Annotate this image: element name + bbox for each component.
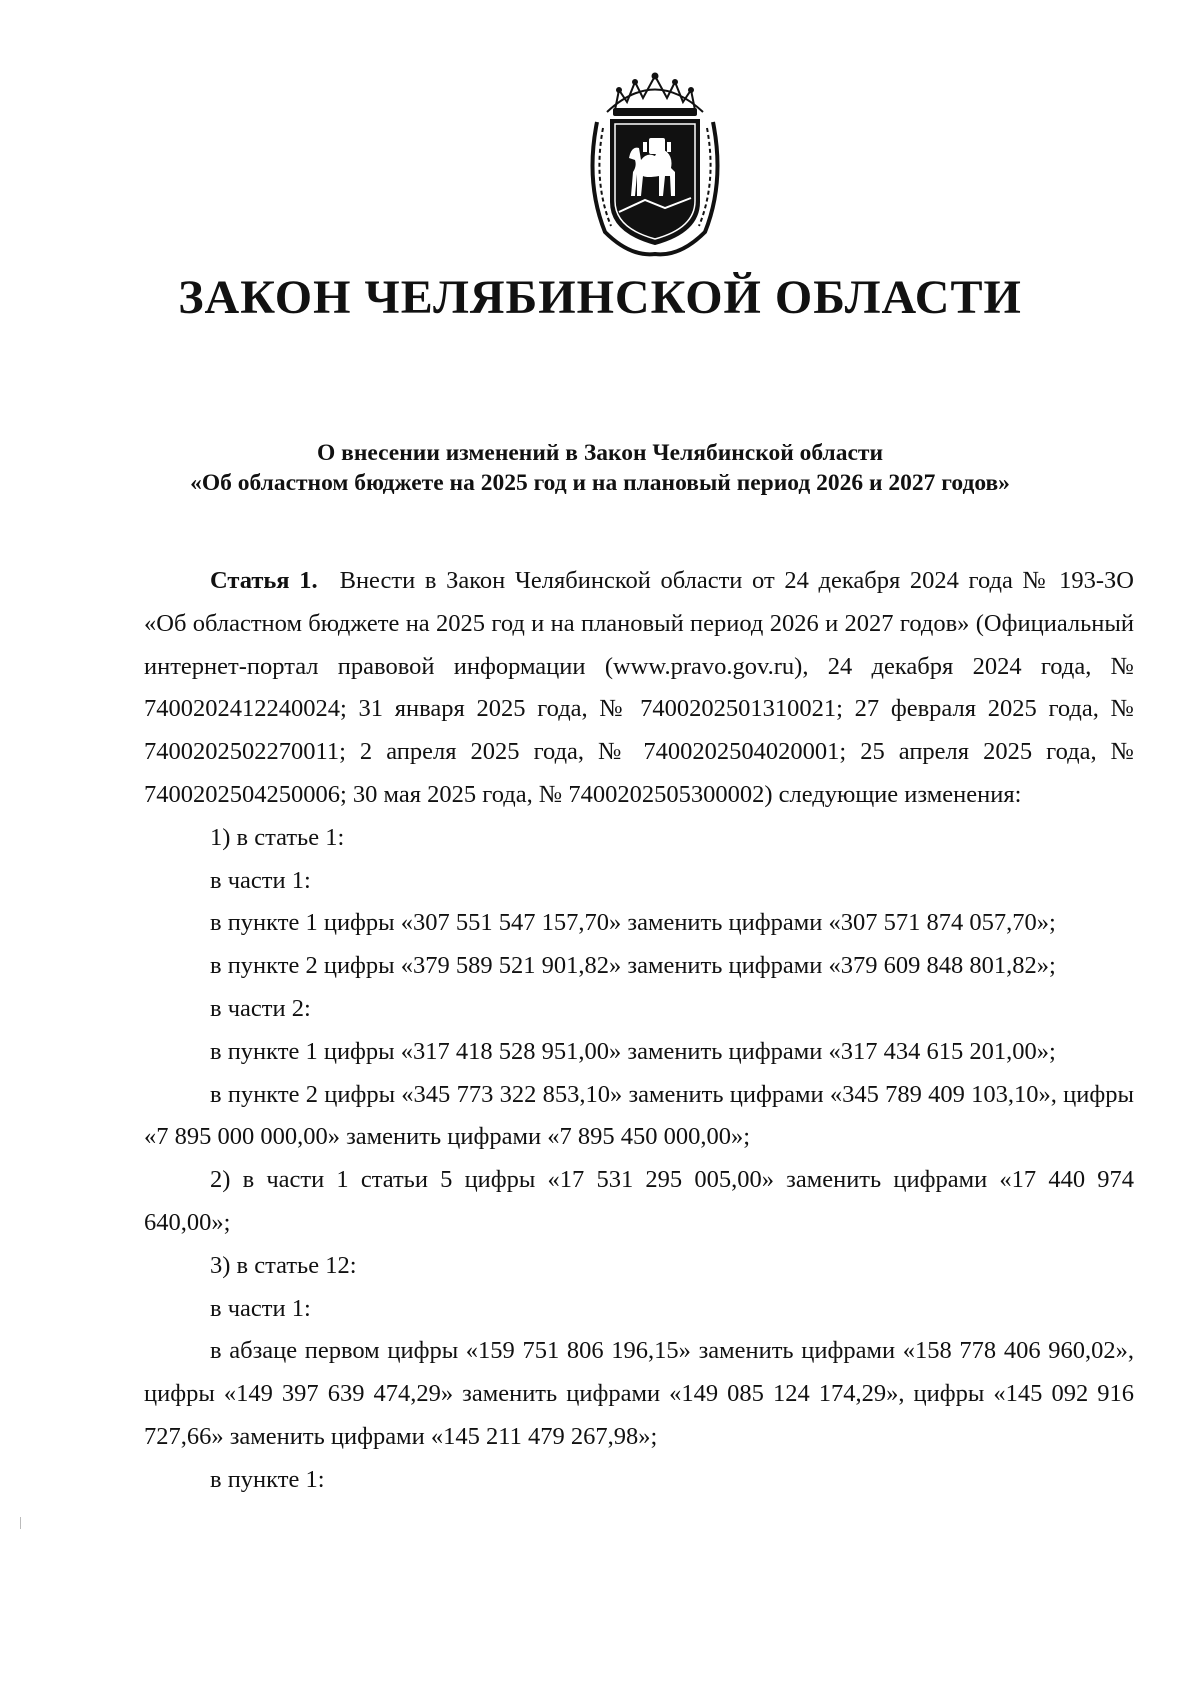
article-intro-text: Внести в Закон Челябинской области от 24 декабря 2024 года № 193-ЗО «Об областном бюджете на 2025 год и на плановый период 2026 и 2027 годов» (Официальный интернет-портал правовой информации (www.pravo.gov.ru), 24 декабря 2024 года, № 7400202412240024; 31 января 2025 года, № 7400202501310021; 27 февраля 2025 года, № 7400202502270011; 2 апреля 2025 года, № 7400202504020001; 25 апреля 2025 года, № 7400202504250006; 30 мая 2025 года, № 7400202505300002) следующие изменения:: [144, 567, 1134, 808]
list-item: в части 1:: [210, 866, 311, 894]
law-subtitle-line-2: «Об областном бюджете на 2025 год и на плановый период 2026 и 2027 годов»: [190, 470, 1010, 496]
list-item: 3) в статье 12:: [210, 1251, 357, 1279]
list-item: в пункте 2 цифры «345 773 322 853,10» заменить цифрами «345 789 409 103,10», цифры «7 895 000 000,00» заменить цифрами «7 895 450 000,00»;: [144, 1080, 1134, 1151]
scan-margin-mark: [20, 1517, 21, 1529]
list-item: 2) в части 1 статьи 5 цифры «17 531 295 005,00» заменить цифрами «17 440 974 640,00»;: [144, 1166, 1134, 1236]
list-item: в абзаце первом цифры «159 751 806 196,15» заменить цифрами «158 778 406 960,02», цифры «149 397 639 474,29» заменить цифрами «149 085 124 174,29», цифры «145 092 916 727,66» заменить цифрами «145 211 479 267,98»;: [144, 1337, 1134, 1450]
law-title: ЗАКОН ЧЕЛЯБИНСКОЙ ОБЛАСТИ: [178, 271, 1022, 324]
article-1-intro: [144, 560, 1134, 817]
list-item: в пункте 1 цифры «307 551 547 157,70» заменить цифрами «307 571 874 057,70»;: [210, 909, 1056, 937]
list-item: в пункте 1:: [210, 1465, 325, 1493]
article-label: Статья 1.: [210, 567, 318, 594]
list-item: 1) в статье 1:: [210, 823, 345, 851]
list-item: в пункте 1 цифры «317 418 528 951,00» заменить цифрами «317 434 615 201,00»;: [210, 1037, 1056, 1065]
list-item: в части 2:: [210, 994, 311, 1022]
coat-of-arms-icon: [585, 72, 725, 257]
list-item: в пункте 2 цифры «379 589 521 901,82» заменить цифрами «379 609 848 801,82»;: [210, 952, 1056, 980]
law-subtitle-line-1: О внесении изменений в Закон Челябинской области: [316, 440, 883, 466]
law-body: [144, 560, 1134, 1502]
list-item: в части 1:: [210, 1294, 311, 1322]
